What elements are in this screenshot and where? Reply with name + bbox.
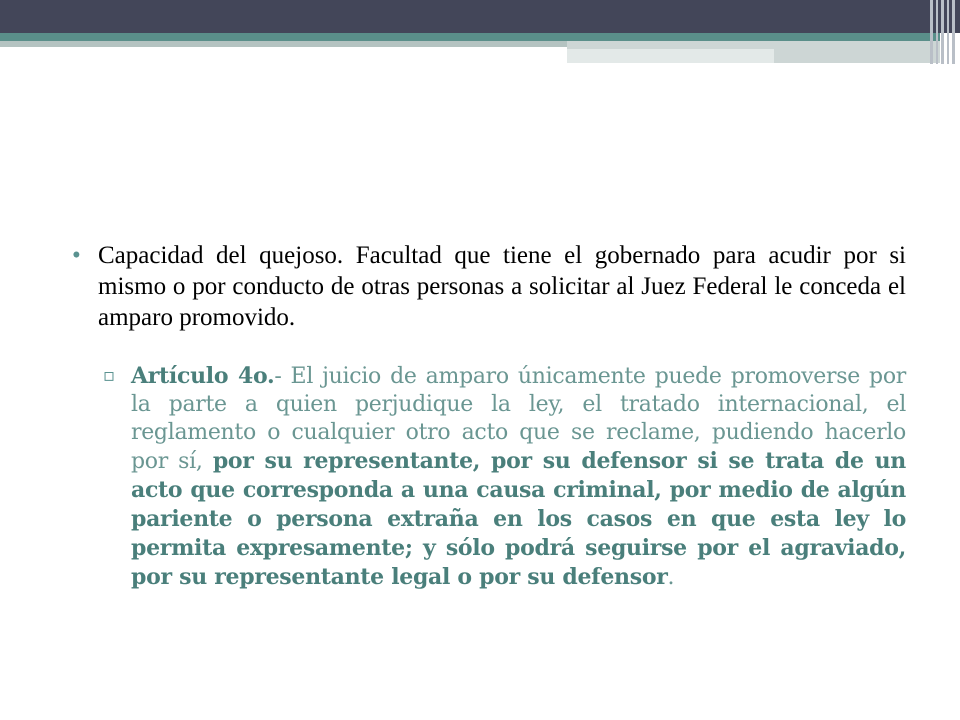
article-text-bold: por su representante, por su defensor si se trata de un acto que corresponda a una causa criminal, por medio de algún pariente o persona extraña en los casos en que esta ley lo permita expresamente; y sólo podrá seguirse por el agraviado, por su representante legal o por su defensor (131, 448, 906, 590)
article-text: - El juicio de amparo únicamente puede promoverse por la parte a quien perjudique la ley, el tratado internacional, el reglamento o cualquier otro acto que se reclame, pudiendo hacerlo por sí, (131, 364, 906, 474)
main-bullet-text: Capacidad del quejoso. Facultad que tiene el gobernado para acudir por si mismo o por conducto de otras personas a solicitar al Juez Federal le conceda el amparo promovido. (98, 242, 906, 331)
header-teal-bar (0, 33, 940, 41)
header-dark-bar (0, 0, 960, 33)
header-right-stripes (928, 0, 960, 64)
header-grey-block-right (774, 49, 889, 63)
article-text-end: . (667, 565, 675, 590)
slide-content (72, 240, 906, 592)
sub-bullet-marker: ▫ (103, 365, 115, 386)
header-grey-bar (0, 41, 567, 47)
article-label: Artículo 4o. (131, 363, 275, 389)
bullet-marker: • (72, 242, 81, 269)
main-bullet (72, 240, 906, 333)
sub-bullet (103, 362, 906, 592)
